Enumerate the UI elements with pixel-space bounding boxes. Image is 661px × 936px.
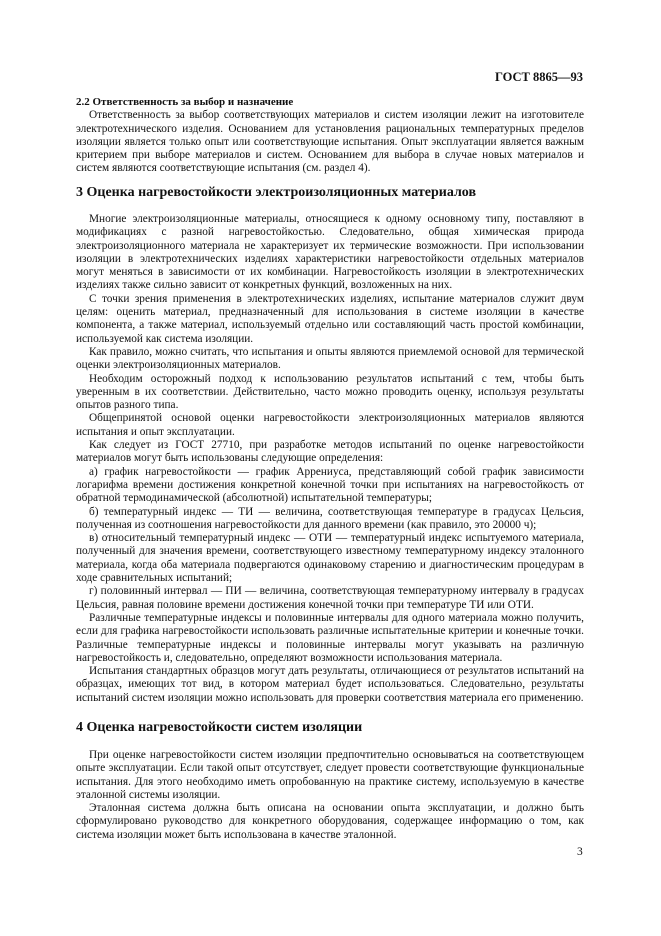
paragraph: С точки зрения применения в электротехнических изделиях, испытание материалов служит двум целям: оценить материал, предназначенный для использования в системе изоляции в качестве компонента, а также материал, используемый отдельно или составляющий часть простой комбинации, используемой как система изоляции. <box>76 292 584 345</box>
paragraph: Эталонная система должна быть описана на основании опыта эксплуатации, и должно быть сформулировано руководство для конкретного оборудования, содержащее информацию о том, как система изоляции может быть использована в качестве эталонной. <box>76 802 584 841</box>
paragraph: Общепринятой основой оценки нагревостойкости электроизоляционных материалов являются испытания и опыт эксплуатации. <box>76 412 584 438</box>
definition-item: а) график нагревостойкости — график Аррениуса, представляющий собой график зависимости логарифма времени достижения конкретной конечной точки при испытаниях на нагревостойкость от обратной термодинамической (абсолютной) испытательной температуры; <box>76 465 584 505</box>
section-2-2 <box>76 96 584 176</box>
paragraph: Ответственность за выбор соответствующих материалов и систем изоляции лежит на изготовителе электротехнического изделия. Основанием для установления рациональных температурных пределов изоляции является только опыт или соответствующие испытания. Опыт эксплуатации является важным критерием при выборе материалов и систем. Основанием для выбора в случае новых материалов и систем являются соответствующие испытания (см. раздел 4). <box>76 109 584 175</box>
subsection-title: 2.2 Ответственность за выбор и назначение <box>76 96 294 108</box>
definition-item: г) половинный интервал — ПИ — величина, соответствующая температурному интервалу в градусах Цельсия, равная половине времени достижения конечной точки при температуре ТИ или ОТИ. <box>76 585 584 611</box>
section-4-title: 4 Оценка нагревостойкости систем изоляции <box>76 720 363 735</box>
paragraph: Испытания стандартных образцов могут дать результаты, отличающиеся от результатов испытаний на образцах, имеющих тот вид, в котором материал будет использоваться. Следовательно, результаты испытаний систем изоляции можно использовать для проверки соответствия материала его применению. <box>76 665 584 704</box>
paragraph: Многие электроизоляционные материалы, относящиеся к одному основному типу, поставляют в модификациях с разной нагревостойкостью. Следовательно, общая химическая природа электроизоляционного материала не характеризует их термические возможности. При использовании изоляции в электротехнических изделиях характеристики нагревостойкости отдельных материалов могут меняться в зависимости от их комбинации. Нагревостойкость изоляции в электротехнических изделиях также сильно зависит от конкретных функций, возложенных на них. <box>76 213 584 292</box>
section-3-title: 3 Оценка нагревостойкости электроизоляционных материалов <box>76 185 477 200</box>
section-4-body <box>76 749 584 842</box>
paragraph: Как следует из ГОСТ 27710, при разработке методов испытаний по оценке нагревостойкости материалов могут быть использованы следующие определения: <box>76 439 584 465</box>
paragraph: Различные температурные индексы и половинные интервалы для одного материала можно получить, если для графика нагревостойкости использовать различные испытательные критерии и конечные точки. Различные температурные индексы и половинные интервалы могут указывать на различную нагревостойкость и, следовательно, определяют возможности использования материала. <box>76 611 584 664</box>
section-3-body <box>76 213 584 705</box>
definition-item: б) температурный индекс — ТИ — величина, соответствующая температуре в градусах Цельсия, полученная из соотношения нагревостойкости для данного времени (как правило, это 20000 ч); <box>76 505 584 531</box>
paragraph: Как правило, можно считать, что испытания и опыты являются приемлемой основой для термической оценки электроизоляционных материалов. <box>76 345 584 372</box>
paragraph: При оценке нагревостойкости систем изоляции предпочтительно основываться на соответствующем опыте эксплуатации. Если такой опыт отсутствует, следует провести соответствующие функциональные испытания. Для этого необходимо иметь опробованную на практике систему, используемую в качестве эталонной системы изоляции. <box>76 749 584 801</box>
document-header: ГОСТ 8865—93 <box>494 70 583 84</box>
paragraph: Необходим осторожный подход к использованию результатов испытаний с тем, чтобы быть уверенным в их соответствии. Действительно, часто можно проводить оценку, используя результаты опытов разного типа. <box>76 372 584 412</box>
page-number: 3 <box>577 846 583 858</box>
definition-item: в) относительный температурный индекс — ОТИ — температурный индекс испытуемого материала, полученный для значения времени, соответствующего известному температурному индексу эталонного материала, когда оба материала подвергаются одинаковому старению и диагностическим процедурам в ходе сравнительных испытаний; <box>76 532 584 585</box>
